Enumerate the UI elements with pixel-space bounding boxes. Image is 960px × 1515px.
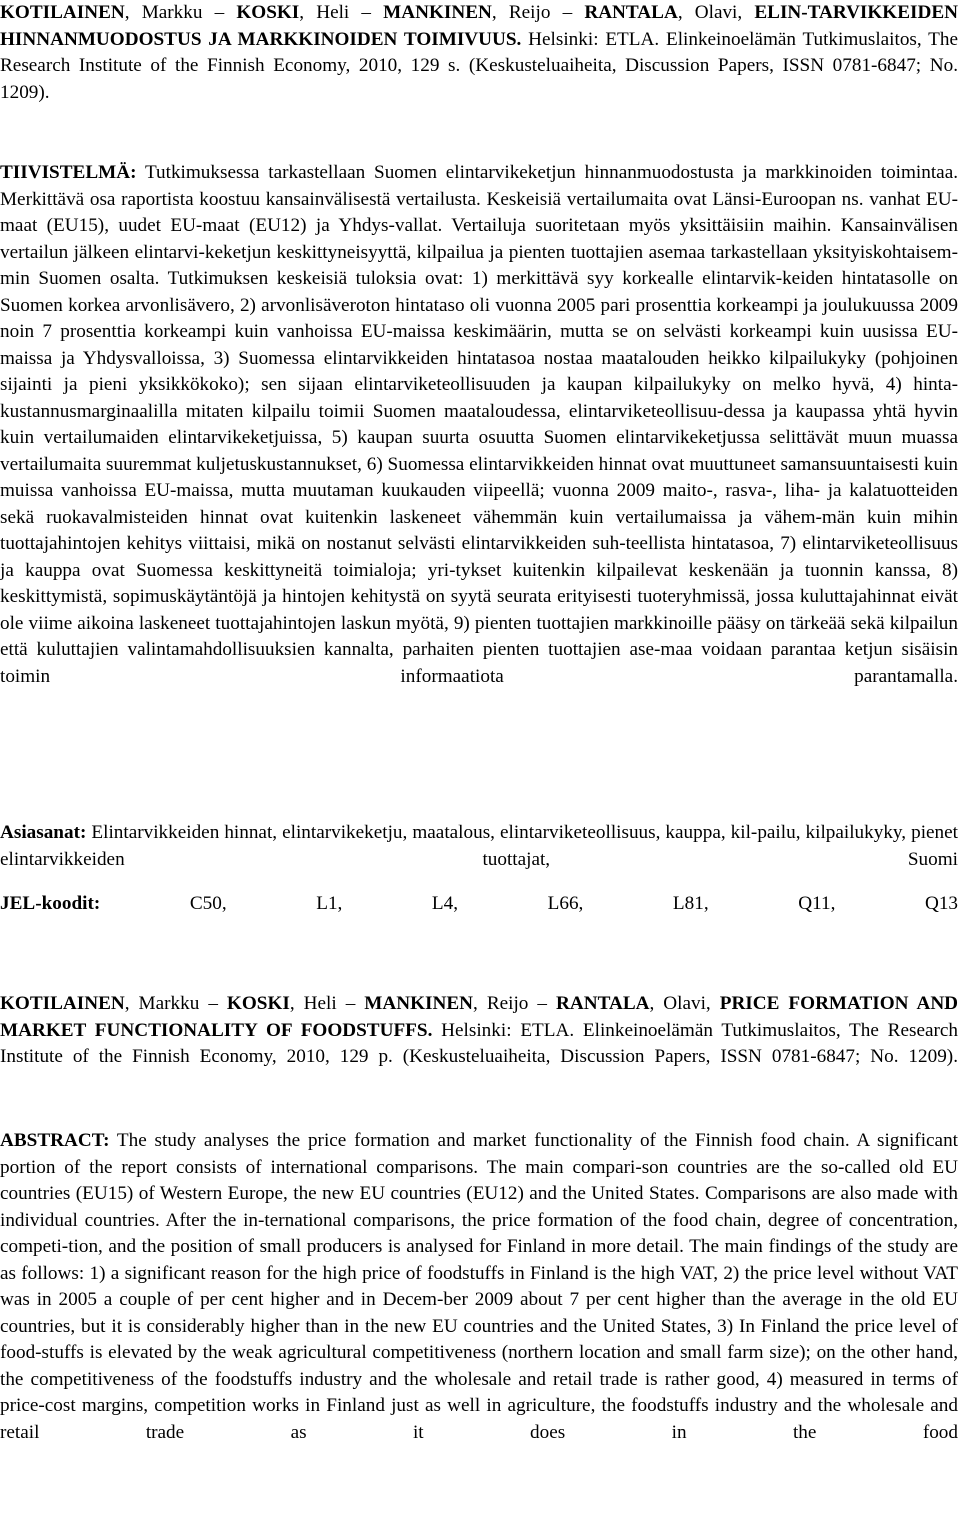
finnish-reference: KOTILAINEN, Markku – KOSKI, Heli – MANKINEN, Reijo – RANTALA, Olavi, ELIN-TARVIKKEIDEN HINNANMUODOSTUS JA MARKKINOIDEN TOIMIVUUS. Helsinki: ETLA. Elinkeinoelämän Tutkimuslaitos, The Research Institute of the Finnish Economy, 2010, 129 s. (Keskusteluaiheita, Discussion Papers, ISSN 0781-6847; No. 1209). xyxy=(0,2,959,103)
keywords-label: Asiasanat: xyxy=(0,822,87,843)
jel-text: C50, L1, L4, L66, L81, Q11, Q13 xyxy=(189,893,959,914)
author-firstname: , Reijo xyxy=(473,993,529,1014)
author-firstname: , Heli xyxy=(299,2,350,23)
english-title: PRICE FORMATION AND MARKET FUNCTIONALITY OF FOODSTUFFS. xyxy=(0,993,959,1041)
author-surname: MANKINEN xyxy=(364,993,474,1014)
abstract-text: Tutkimuksessa tarkastellaan Suomen elintarvikeketjun hinnanmuodostusta ja markkinoiden toimintaa. Merkittävä osa raportista koostuu kansainvälisestä vertailusta. Keskeisiä vertailumaita ovat Länsi-Euroopan ns. vanhat EU-maat (EU15), uudet EU-maat (EU12) ja Yhdys-vallat. Vertailuja suoritetaan myös yksittäisiin maihin. Kansainvälisen vertailun jälkeen elintarvi-keketjun keskittyneisyyttä, kilpailua ja pienten tuottajien asemaa tarkastellaan yksityiskohtaisem-min Suomen osalta. Tutkimuksen keskeisiä tuloksia ovat: 1) merkittävä syy korkealle elintarvik-keiden hintatasolle on Suomen korkea arvonlisävero, 2) arvonlisäveroton hintataso oli vuonna 2005 pari prosenttia korkeampi ja joulukuussa 2009 noin 7 prosenttia korkeampi kuin vanhoissa EU-maissa keskimäärin, mutta se on selvästi korkeampi kuin uusissa EU-maissa ja Yhdysvalloissa, 3) Suomessa elintarvikkeiden hintatasoa nostaa maatalouden heikko kilpailukyky (pohjoinen sijainti ja pieni yksikkökoko); sen sijaan elintarviketeollisuuden ja kaupan kilpailukyky on melko hyvä, 4) hinta-kustannusmarginaalilla mitaten kilpailu toimii Suomen maataloudessa, elintarviketeollisuu-dessa ja kaupassa yhtä hyvin kuin vertailumaiden elintarvikeketjuissa, 5) kaupan suurta osuutta Suomen elintarvikeketjussa selittävät muun muassa vertailumaita suuremmat kuljetuskustannukset, 6) Suomessa elintarvikkeiden hinnat ovat muuttuneet samansuuntaisesti kuin muissa vanhoissa EU-maissa, mutta muutaman kuukauden viipeellä; vuonna 2009 maito-, rasva-, liha- ja kalatuotteiden sekä ruokavalmisteiden hinnat ovat kuitenkin laskeneet vähemmän kuin vertailumaissa ja vähem-män kuin mihin tuottajahintojen kehitys viittaisi, mikä on nostanut selvästi elintarvikkeiden suh-teellista hintatasoa, 7) elintarviketeollisuus ja kauppa ovat Suomessa keskittyneitä toimialoja; yri-tykset kuitenkin kilpailevat keskenään ja tuonnin kanssa, 8) keskittymistä, sopimuskäytäntöjä ja hintojen kehitystä on syytä seurata erityisesti tuoteryhmissä, jossa kuluttajahinnat eivät ole viime aikoina laskeneet tuottajahintojen laskun myötä, 9) pienten tuottajien markkinoille pääsy on tärkeää sekä kilpailun että kuluttajien valintamahdollisuuksien kannalta, parhaiten pienten tuottajien ase-maa voidaan parantaa ketjun sisäisin toimin informaatiota parantamalla. xyxy=(0,162,959,687)
author-surname: KOSKI xyxy=(226,993,290,1014)
finnish-title: ELIN-TARVIKKEIDEN HINNANMUODOSTUS JA MARKKINOIDEN TOIMIVUUS. xyxy=(0,2,959,50)
finnish-publication: Helsinki: ETLA. Elinkeinoelämän Tutkimuslaitos, The Research Institute of the Finnish Economy, 2010, 129 s. (Keskusteluaiheita, Discussion Papers, ISSN 0781-6847; No. 1209). xyxy=(0,28,958,103)
author-firstname: , Olavi, xyxy=(677,2,743,23)
author-firstname: , Markku xyxy=(124,2,203,23)
english-reference: KOTILAINEN, Markku – KOSKI, Heli – MANKINEN, Reijo – RANTALA, Olavi, PRICE FORMATION AND MARKET FUNCTIONALITY OF FOODSTUFFS. Helsinki: ETLA. Elinkeinoelämän Tutkimuslaitos, The Research Institute of the Finnish Economy, 2010, 129 p. (Keskusteluaiheita, Discussion Papers, ISSN 0781-6847; No. 1209). xyxy=(0,993,959,1067)
abstract-label: ABSTRACT: xyxy=(0,1130,110,1151)
author-surname: KOSKI xyxy=(236,2,300,23)
author-firstname: , Reijo xyxy=(491,2,551,23)
author-firstname: , Olavi, xyxy=(649,993,711,1014)
finnish-jel-codes xyxy=(0,891,958,944)
author-surname: RANTALA xyxy=(584,2,678,23)
author-firstname: , Markku xyxy=(124,993,200,1014)
author-surname: MANKINEN xyxy=(383,2,492,23)
keywords-text: Elintarvikkeiden hinnat, elintarvikeketju, maatalous, elintarviketeollisuus, kauppa, kil-pailu, kilpailukyky, pienet elintarvikkeiden tuottajat, Suomi xyxy=(0,822,959,870)
author-firstname: , Heli xyxy=(289,993,337,1014)
english-abstract xyxy=(0,1128,958,1473)
author-surname: KOTILAINEN xyxy=(0,2,125,23)
author-surname: KOTILAINEN xyxy=(0,993,125,1014)
finnish-keywords xyxy=(0,820,958,900)
jel-label: JEL-koodit: xyxy=(0,893,101,914)
english-publication: Helsinki: ETLA. Elinkeinoelämän Tutkimuslaitos, The Research Institute of the Finnish Economy, 2010, 129 p. (Keskusteluaiheita, Discussion Papers, ISSN 0781-6847; No. 1209). xyxy=(0,1019,958,1067)
abstract-label: TIIVISTELMÄ: xyxy=(0,162,137,183)
abstract-text: The study analyses the price formation and market functionality of the Finnish food chain. A significant portion of the report consists of international comparisons. The main compari-son countries are the so-called old EU countries (EU15) of Western Europe, the new EU countries (EU12) and the United States. Comparisons are also made with individual countries. After the in-ternational comparisons, the price formation of the food chain, degree of concentration, competi-tion, and the position of small producers is analysed for Finland in more detail. The main findings of the study are as follows: 1) a significant reason for the high price of foodstuffs in Finland is the high VAT, 2) the price level without VAT was in 2005 a couple of per cent higher and in Decem-ber 2009 about 7 per cent higher than the average in the old EU countries, but it is considerably higher than in the new EU countries and the United States, 3) In Finland the price level of food-stuffs is elevated by the weak agricultural competitiveness (northern location and small farm size); on the other hand, the competitiveness of the foodstuffs industry and the wholesale and retail trade is rather good, 4) measured in terms of price-cost margins, competition works in Finland just as well in agriculture, the foodstuffs industry and the wholesale and retail trade as it does in the food xyxy=(0,1130,958,1443)
finnish-abstract xyxy=(0,160,958,717)
author-surname: RANTALA xyxy=(556,993,650,1014)
